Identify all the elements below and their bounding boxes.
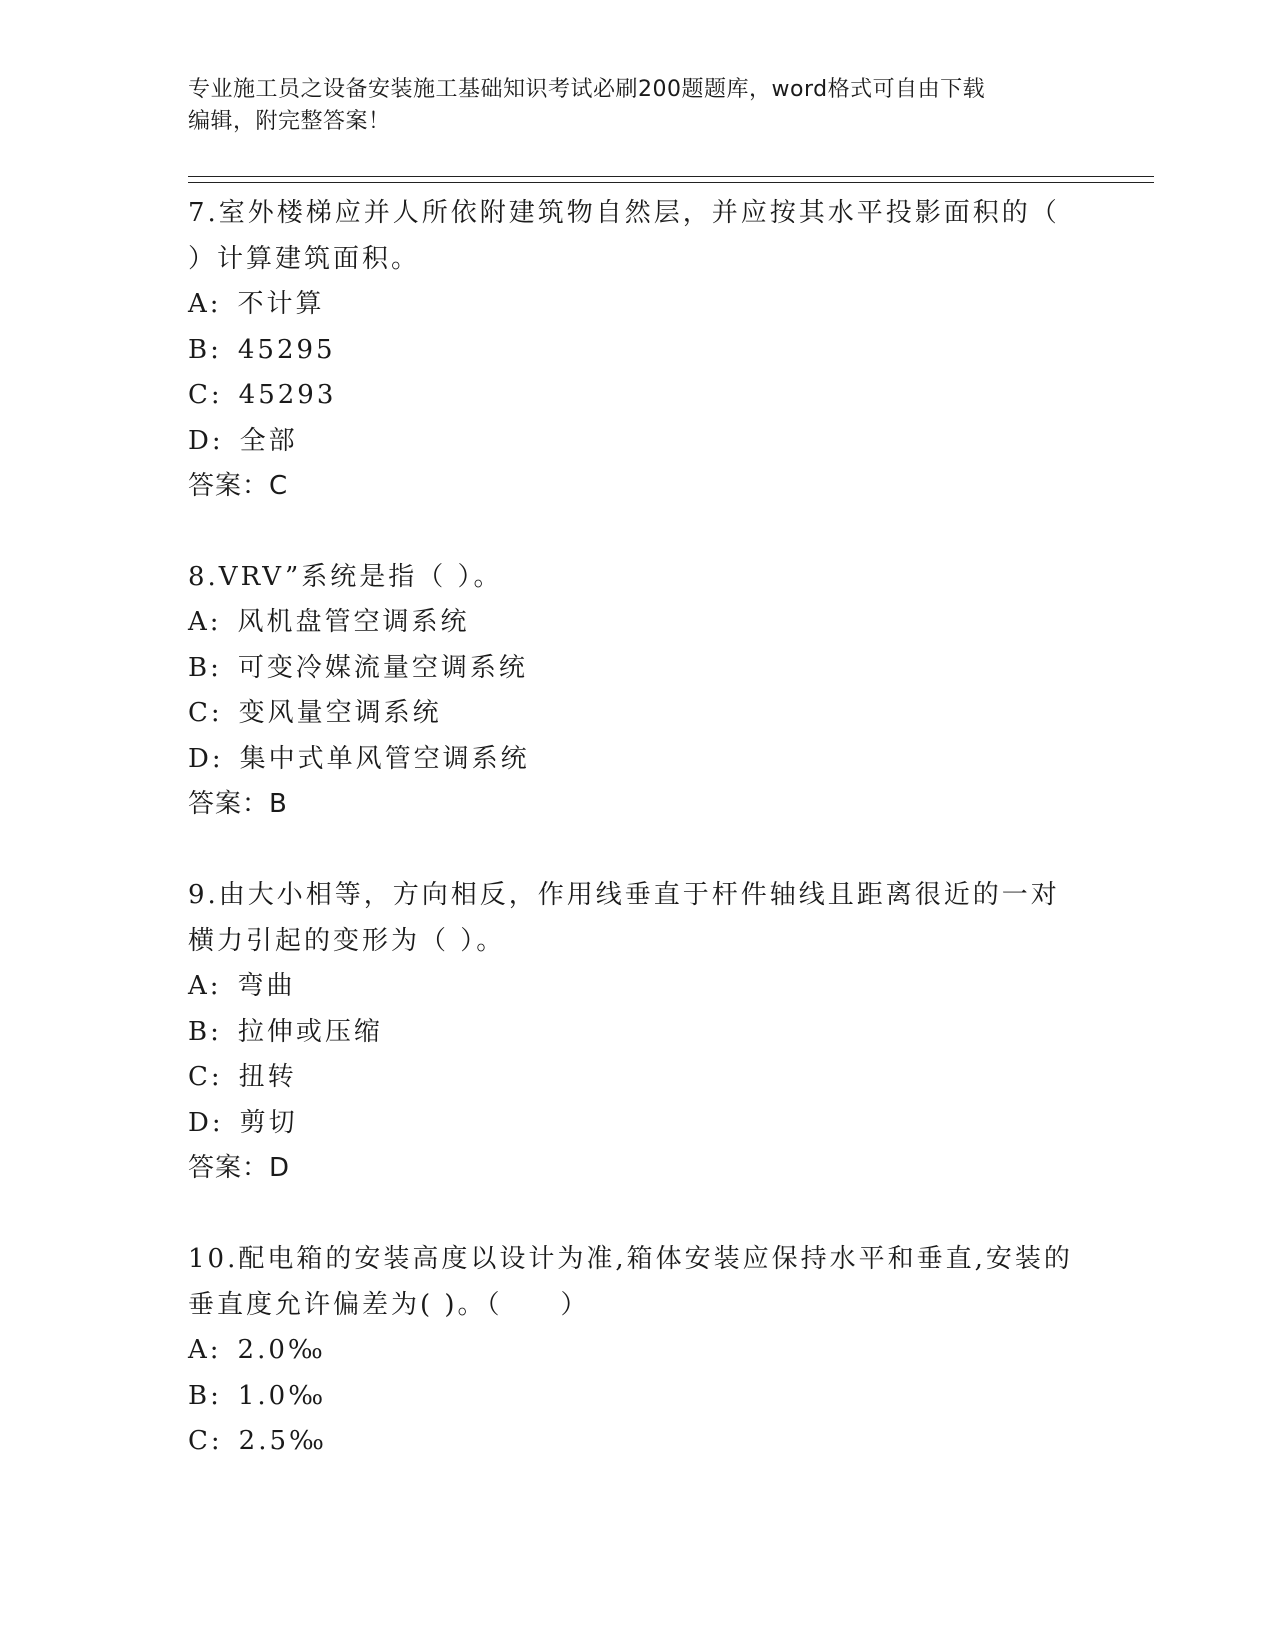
option-letter: D:: [188, 743, 224, 774]
option-text: 2.0‰: [237, 1335, 326, 1365]
option-text: 1.0‰: [237, 1380, 327, 1411]
option-text: 风机盘管空调系统: [237, 607, 470, 637]
question-stem: [188, 872, 1088, 964]
option-letter: B:: [188, 1380, 222, 1411]
option-a: [188, 282, 1088, 328]
option-text: 可变冷媒流量空调系统: [237, 652, 528, 683]
question-stem: [188, 554, 1088, 600]
option-text: 45295: [237, 334, 336, 365]
option-text: 拉伸或压缩: [237, 1016, 383, 1047]
option-letter: C:: [188, 1426, 223, 1456]
option-text: 2.5‰: [238, 1426, 327, 1456]
header-line-2: 编辑，附完整答案！: [188, 109, 391, 134]
option-text: 集中式单风管空调系统: [239, 743, 530, 774]
question-stem-line: 7.室外楼梯应并人所依附建筑物自然层，并应按其水平投影面积的（: [188, 198, 1060, 228]
question-9: [188, 872, 1088, 1191]
question-stem-line: 9.由大小相等，方向相反，作用线垂直于杆件轴线且距离很近的一对: [188, 880, 1060, 910]
option-d: [188, 1101, 1088, 1147]
document-header: [188, 74, 1088, 138]
option-d: [188, 737, 1088, 783]
option-a: [188, 964, 1088, 1010]
option-letter: B:: [188, 334, 222, 365]
option-c: [188, 1055, 1088, 1101]
option-text: 全部: [239, 425, 298, 456]
option-text: 变风量空调系统: [238, 698, 442, 728]
header-divider-top: [188, 176, 1154, 177]
option-letter: B:: [188, 1016, 222, 1047]
option-letter: C:: [188, 380, 223, 410]
option-a: [188, 600, 1088, 646]
option-text: 45293: [238, 380, 337, 410]
option-letter: C:: [188, 1062, 223, 1092]
question-10: [188, 1236, 1088, 1465]
option-letter: A:: [188, 289, 222, 319]
option-b: [188, 328, 1088, 374]
option-letter: B:: [188, 652, 222, 683]
question-stem-line: 8.VRV”系统是指（ ）。: [188, 562, 503, 592]
option-text: 不计算: [237, 289, 325, 319]
answer-line: 答案：C: [188, 471, 289, 501]
option-b: [188, 1010, 1088, 1056]
option-b: [188, 1374, 1088, 1420]
question-7: [188, 190, 1088, 509]
option-letter: C:: [188, 698, 223, 728]
option-c: [188, 373, 1088, 419]
question-stem-line: 垂直度允许偏差为( )。（ ）: [188, 1290, 590, 1320]
option-letter: D:: [188, 425, 224, 456]
question-list: [188, 190, 1088, 1510]
answer-line: 答案：D: [188, 1153, 291, 1183]
option-c: [188, 1419, 1088, 1465]
option-letter: D:: [188, 1107, 224, 1138]
option-text: 弯曲: [237, 971, 296, 1001]
option-letter: A:: [188, 971, 222, 1001]
option-letter: A:: [188, 1335, 222, 1365]
question-stem: [188, 190, 1088, 282]
header-divider-bottom: [188, 182, 1154, 183]
option-d: [188, 419, 1088, 465]
option-c: [188, 691, 1088, 737]
answer-line: 答案：B: [188, 789, 288, 819]
question-stem-line: 10.配电箱的安装高度以设计为准,箱体安装应保持水平和垂直,安装的: [188, 1244, 1073, 1274]
option-text: 剪切: [239, 1107, 298, 1138]
option-text: 扭转: [238, 1062, 297, 1092]
question-stem: [188, 1236, 1088, 1328]
option-letter: A:: [188, 607, 222, 637]
question-8: [188, 554, 1088, 827]
question-stem-line: ）计算建筑面积。: [188, 244, 421, 274]
option-b: [188, 646, 1088, 692]
question-stem-line: 横力引起的变形为（ ）。: [188, 926, 506, 956]
option-a: [188, 1328, 1088, 1374]
header-line-1: 专业施工员之设备安装施工基础知识考试必刷200题题库，word格式可自由下载: [188, 77, 986, 102]
